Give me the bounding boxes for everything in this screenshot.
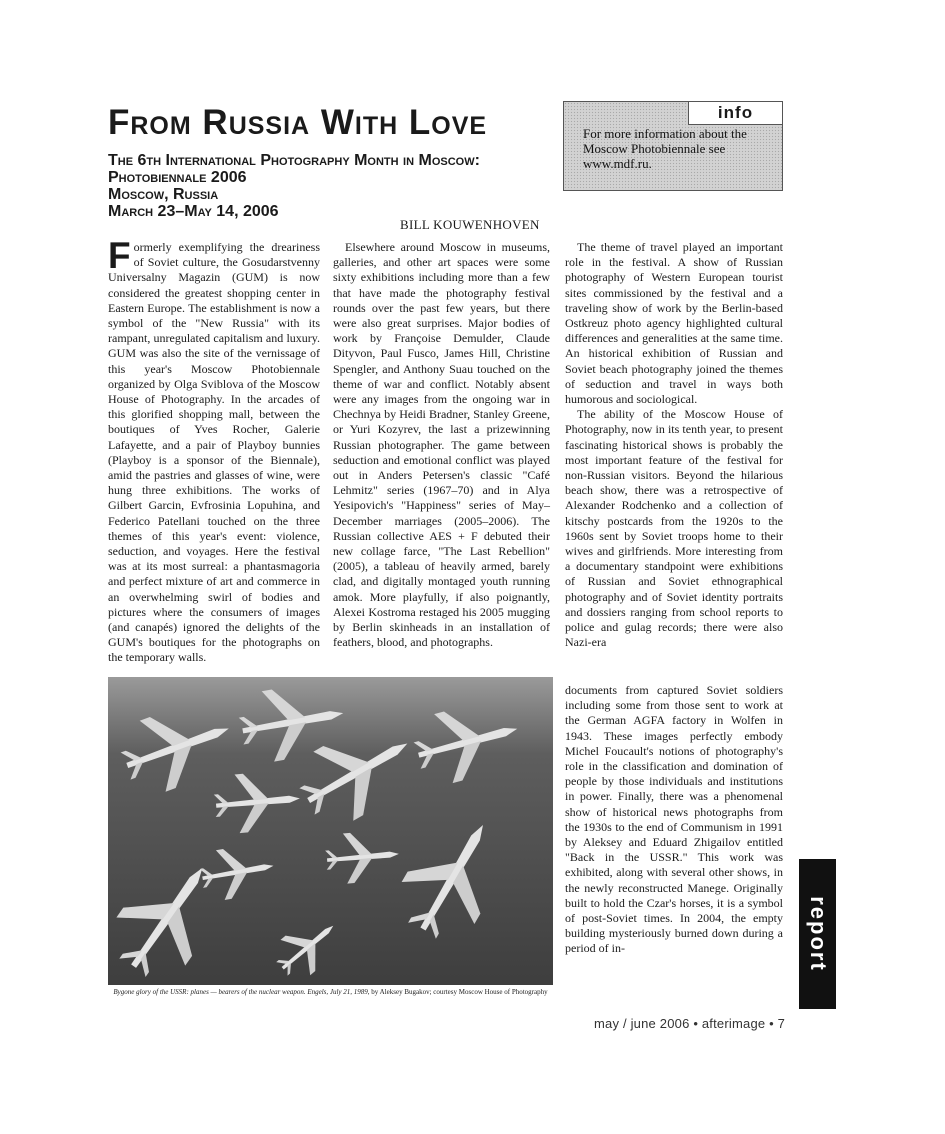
article-subhead	[108, 152, 528, 220]
column-2-text: Elsewhere around Moscow in museums, galleries, and other art spaces were some sixty exhibitions including more than a few that have made the photography festival rounds over the past few years, but there were also great surprises. Major bodies of work by Françoise Demulder, Claude Dityvon, Paul Fusco, James Hill, Christine Spengler, and Anthony Suau touched on the theme of war and conflict. Notably absent were any images from the ongoing war in Chechnya by Heidi Bradner, Stanley Greene, or Yuri Kozyrev, the last a prizewinning Russian photographer. The game between seduction and emotional conflict was played out in Anders Petersen's classic "Café Lehmitz" series (1967–70) and in Alya Yesipovich's "Happiness" series of May–December marriages (2005–2006). The Russian collective AES + F debuted their new collage farce, "The Last Rebellion" (2005), a tableau of heavily armed, barely clad, and digitally montaged youth running amok. More playfully, if also poignantly, Alexei Kostroma restaged his 2005 mugging by Berlin skinheads in an installation of feathers, blood, and photographs.	[333, 240, 550, 650]
column-3-paragraph-1: The theme of travel played an important role in the festival. A show of Russian photography of Western European tourist sites commissioned by the festival and a traveling show of work by the Berlin-based Ostkreuz photo agency highlighted cultural differences and generalities at the same time. An historical exhibition of Russian and Soviet beach photography joined the themes of seduction and travel in ways both humorous and sociological.	[565, 240, 783, 407]
column-1-text: ormerly exemplifying the dreariness of Soviet culture, the Gosudarstvenny Universalny Magazin (GUM) is now considered the greatest shopping center in Eastern Europe. The establishment is now a symbol of the "New Russia" with its rampant, unregulated capitalism and luxury. GUM was also the site of the vernissage of this year's Moscow Photobiennale organized by Olga Sviblova of the Moscow House of Photography. In the arcades of this glorified shopping mall, between the boutiques of Yves Rocher, Galerie Lafayette, and a pair of Playboy bunnies (Playboy is a sponsor of the Biennale), amid the pastries and glasses of wine, were hung three exhibitions. The works of Gilbert Garcin, Evfrosinia Lopuhina, and Federico Patellani touched on the three themes of this year's event: violence, seduction, and voyages. Here the festival was at its most surreal: a phantasmagoria and perfect mixture of art and commerce in an overwhelming swirl of bodies and pictures where the consumers of images (and canapés) ignored the delights of the GUM's boutiques for the photographs on the temporary walls.	[108, 240, 320, 665]
planes-illustration	[108, 677, 553, 985]
article-title: From Russia With Love	[108, 103, 488, 142]
section-tab	[799, 859, 836, 1009]
info-text: For more information about the Moscow Photobiennale see www.mdf.ru.	[583, 126, 747, 171]
caption-description: Bygone glory of the USSR: planes — bearers of the nuclear weapon. Engels, July 21, 1989,	[113, 988, 370, 996]
photo-caption	[108, 988, 553, 996]
caption-credit: by Aleksey Bugakov; courtesy Moscow House of Photography	[371, 988, 548, 996]
byline: BILL KOUWENHOVEN	[400, 217, 540, 232]
subhead-line-location: Moscow, Russia	[108, 186, 219, 203]
body-column-2	[333, 240, 550, 650]
section-tab-label: report	[805, 896, 831, 972]
airfield-photo	[108, 677, 553, 985]
column-3-continued-text: documents from captured Soviet soldiers including some from those sent to work at the German AGFA factory in Wolfen in 1943. These images perfectly embody Michel Foucault's notions of photography's role in the classification and domination of people by those individuals and institutions in power. Finally, there was a phenomenal show of historical news photographs from the 1930s to the end of Communism in 1991 by Aleksey and Eduard Zhigailov entitled "Back in the USSR." This work was exhibited, along with several other shows, in the newly reconstructed Manege. Originally built to hold the Czar's horses, it is a symbol of post-Soviet times. In 2004, the empty building mysteriously burned down during a period of in-	[565, 683, 783, 956]
body-column-1	[108, 235, 320, 666]
body-column-3	[565, 240, 783, 650]
subhead-line-name: Photobiennale 2006	[108, 169, 247, 186]
subhead-line-event: The 6th International Photography Month in Moscow:	[108, 152, 480, 169]
info-label: info	[688, 102, 782, 125]
column-3-paragraph-2: The ability of the Moscow House of Photography, now in its tenth year, to present fascinating historical shows is probably the most important feature of the festival for non-Russian visitors. Beyond the hilarious beach show, there was a retrospective of Alexander Rodchenko and a collection of kitschy postcards from the 1920s to the 1960s sent by Soviet troops home to their wives and girlfriends. More interesting from a documentary standpoint were exhibitions of Russian and Soviet ethnographical photography and of Soviet identity portraits and dossiers ranging from school reports to police and gulag records; there were also Nazi-era	[565, 407, 783, 650]
drop-cap: F	[108, 235, 131, 276]
info-box	[563, 101, 783, 191]
subhead-line-dates: March 23–May 14, 2006	[108, 203, 279, 220]
page-folio: may / june 2006 • afterimage • 7	[594, 1016, 786, 1031]
body-column-3-continued	[565, 683, 783, 957]
